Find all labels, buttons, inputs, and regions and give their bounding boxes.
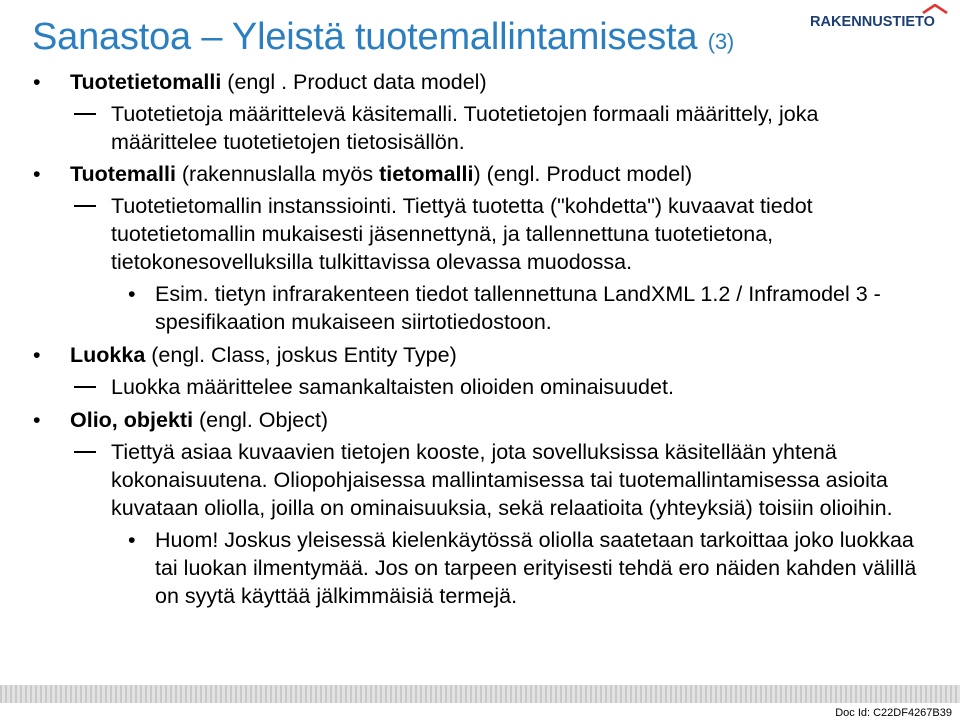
- bullet-olio: • Olio, objekti (engl. Object): [33, 408, 329, 432]
- dash-icon: [74, 386, 96, 388]
- term: Tuotemalli: [70, 162, 176, 186]
- roof-icon: [923, 5, 947, 13]
- term: Luokka: [70, 343, 146, 367]
- logo-text: RAKENNUSTIETO: [810, 13, 936, 30]
- bullet-tuotetietomalli: • Tuotetietomalli (engl . Product data model): [33, 70, 487, 94]
- title-main: Sanastoa – Yleistä tuotemallintamisesta: [32, 16, 698, 58]
- dash-icon: [74, 451, 96, 453]
- dash-icon: [74, 113, 96, 115]
- bullet-dot-icon: •: [33, 343, 41, 367]
- sub-bullet-item: • Huom! Joskus yleisessä kielenkäytössä oliolla saatetaan tarkoittaa joko luokkaa tai luokan ilmentymää. Jos on tarpeen erityisesti tehdä ero näiden kahden välillä on syytä käyttää jälkimmäisiä termejä.: [128, 528, 917, 608]
- bullet-tuotemalli: • Tuotemalli (rakennuslalla myös tietomalli) (engl. Product model): [33, 162, 693, 186]
- term: Tuotetietomalli: [70, 70, 222, 94]
- footer-bar: [0, 685, 960, 703]
- dash-item: Tiettyä asiaa kuvaavien tietojen kooste, jota sovelluksissa käsitellään yhtenä kokonaisuutena. Oliopohjaisessa mallintamisessa tai tuotemallintamisessa asioita kuvataan oliolla, joilla on ominaisuuksia, sekä relaatioita (yhteyksiä) toisiin olioihin.: [0, 438, 960, 522]
- bullet-dot-icon: •: [128, 282, 136, 306]
- bullet-dot-icon: •: [33, 70, 41, 94]
- term: Olio, objekti: [70, 408, 194, 432]
- bullet-dot-icon: •: [128, 528, 136, 552]
- title-suffix: (3): [707, 29, 734, 54]
- dash-item: Tuotetietoja määrittelevä käsitemalli. Tuotetietojen formaali määrittely, joka määrittelee tuotetietojen tietosisällön.: [0, 100, 960, 156]
- page-title: [32, 16, 734, 59]
- bullet-luokka: • Luokka (engl. Class, joskus Entity Type): [33, 343, 457, 367]
- slide-content: [0, 68, 960, 610]
- dash-item: Tuotetietomallin instanssiointi. Tiettyä tuotetta ("kohdetta") kuvaavat tiedot tuotetietomallin mukaisesti jäsennettynä, ja tallennettuna tuotetietona, tietokonesovelluksilla tulkittavissa olevassa muodossa.: [0, 192, 960, 276]
- bullet-dot-icon: •: [33, 162, 41, 186]
- doc-id: Doc Id: C22DF4267B39: [835, 707, 952, 719]
- rakennustieto-logo: [810, 4, 950, 34]
- bullet-dot-icon: •: [33, 408, 41, 432]
- sub-bullet-item: • Esim. tietyn infrarakenteen tiedot tallennettuna LandXML 1.2 / Inframodel 3 -spesifikaation mukaiseen siirtotiedostoon.: [128, 282, 881, 334]
- dash-icon: [74, 205, 96, 207]
- dash-item: Luokka määrittelee samankaltaisten olioiden ominaisuudet.: [0, 373, 960, 401]
- term: tietomalli: [379, 162, 474, 186]
